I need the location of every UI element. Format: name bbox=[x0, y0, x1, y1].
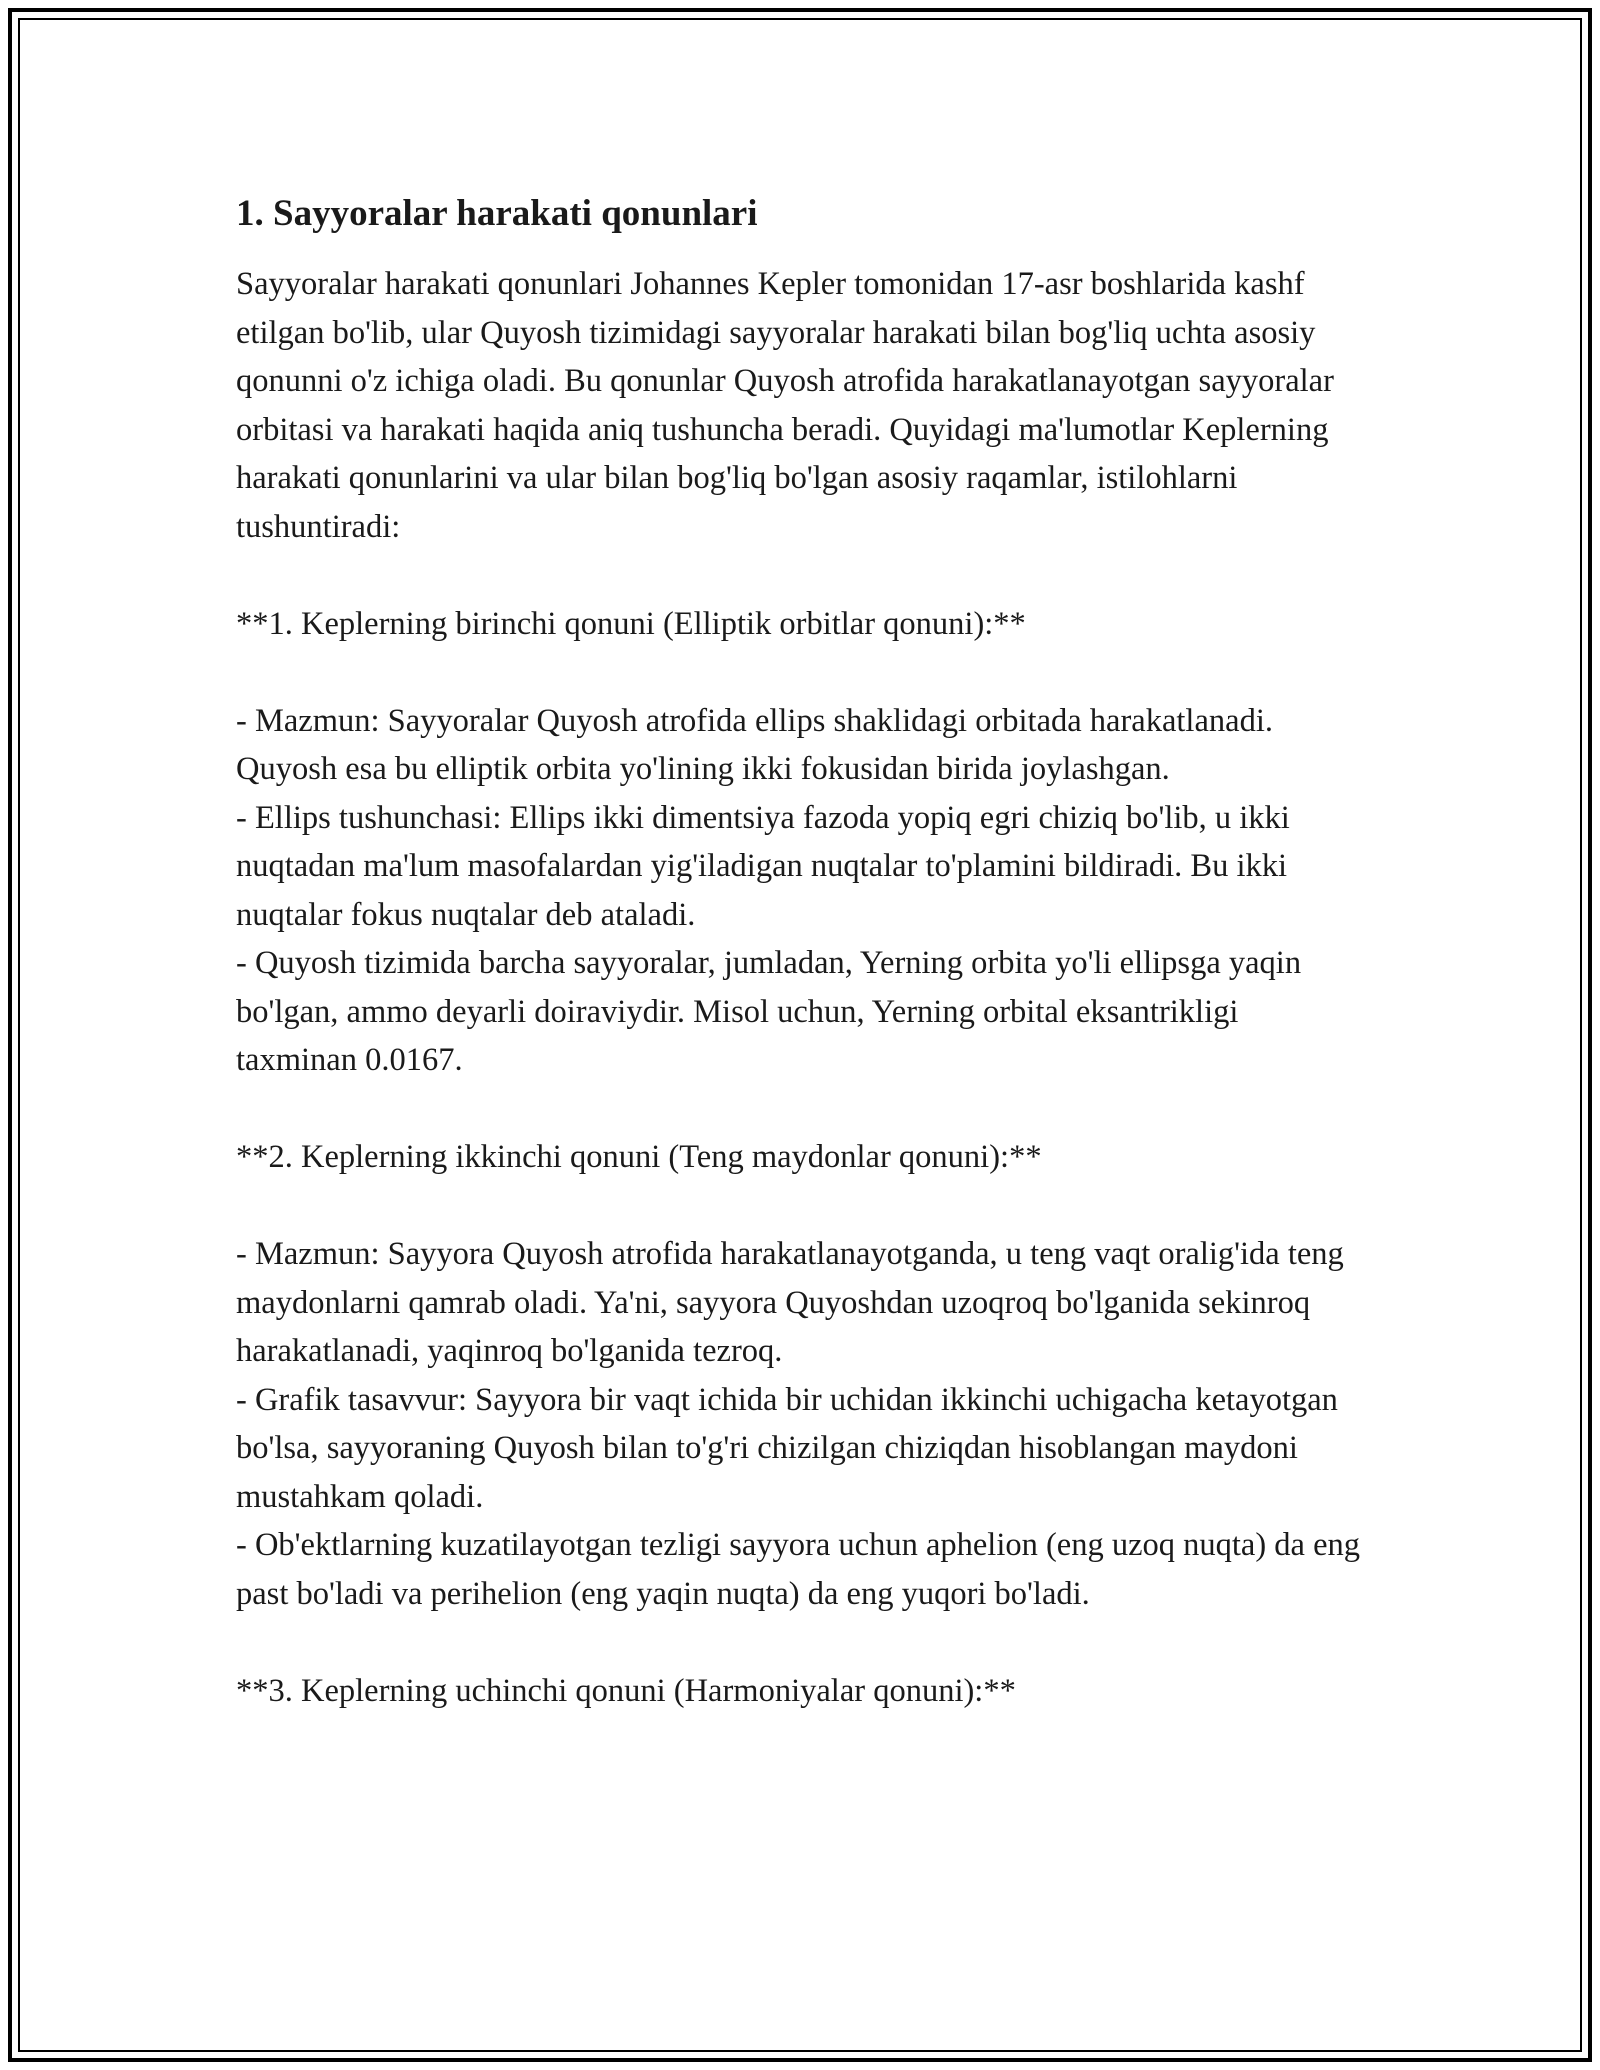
spacer bbox=[236, 1182, 1366, 1231]
law1-item-ellipse: - Ellips tushunchasi: Ellips ikki dimentsiya fazoda yopiq egri chiziq bo'lib, u ikki nuqtadan ma'lum masofalardan yig'iladigan nuqtalar to'plamini bildiradi. Bu ikki nuqtalar fokus nuqtalar deb ataladi. bbox=[236, 799, 1290, 933]
spacer bbox=[236, 551, 1366, 600]
law2-item-speed: - Ob'ektlarning kuzatilayotgan tezligi sayyora uchun aphelion (eng uzoq nuqta) da eng past bo'ladi va perihelion (eng yaqin nuqta) da eng yuqori bo'ladi. bbox=[236, 1527, 1361, 1612]
spacer bbox=[236, 1085, 1366, 1134]
law3-heading: **3. Keplerning uchinchi qonuni (Harmoniyalar qonuni):** bbox=[236, 1672, 1016, 1709]
law2-item-content: - Mazmun: Sayyora Quyosh atrofida harakatlanayotganda, u teng vaqt oralig'ida teng maydonlarni qamrab oladi. Ya'ni, sayyora Quyoshdan uzoqroq bo'lganida sekinroq harakatlanadi, yaqinroq bo'lganida tezroq. bbox=[236, 1236, 1344, 1369]
law1-item-content: - Mazmun: Sayyoralar Quyosh atrofida ellips shaklidagi orbitada harakatlanadi. Quyosh esa bu elliptik orbita yo'lining ikki fokusidan birida joylashgan. bbox=[236, 702, 1273, 787]
law1-item-earth: - Quyosh tizimida barcha sayyoralar, jumladan, Yerning orbita yo'li ellipsga yaqin bo'lgan, ammo deyarli doiraviydir. Misol uchun, Yerning orbital eksantrikligi taxminan 0.0167. bbox=[236, 945, 1302, 1078]
law2-heading: **2. Keplerning ikkinchi qonuni (Teng maydonlar qonuni):** bbox=[236, 1139, 1042, 1175]
document-body bbox=[236, 190, 1366, 1715]
spacer bbox=[236, 648, 1366, 697]
section-title: 1. Sayyoralar harakati qonunlari bbox=[236, 193, 758, 234]
law1-heading: **1. Keplerning birinchi qonuni (Elliptik orbitlar qonuni):** bbox=[236, 605, 1026, 642]
law2-item-graphic: - Grafik tasavvur: Sayyora bir vaqt ichida bir uchidan ikkinchi uchigacha ketayotgan bo'lsa, sayyoraning Quyosh bilan to'g'ri chizilgan chiziqdan hisoblangan maydoni mustahkam qoladi. bbox=[236, 1381, 1338, 1515]
intro-paragraph: Sayyoralar harakati qonunlari Johannes Kepler tomonidan 17-asr boshlarida kashf etilgan bo'lib, ular Quyosh tizimidagi sayyoralar harakati bilan bog'liq uchta asosiy qonunni o'z ichiga oladi. Bu qonunlar Quyosh atrofida harakatlanayotgan sayyoralar orbitasi va harakati haqida aniq tushuncha beradi. Quyidagi ma'lumotlar Keplerning harakati qonunlarini va ular bilan bog'liq bo'lgan asosiy raqamlar, istilohlarni tushuntiradi: bbox=[236, 266, 1334, 545]
spacer bbox=[236, 1618, 1366, 1667]
